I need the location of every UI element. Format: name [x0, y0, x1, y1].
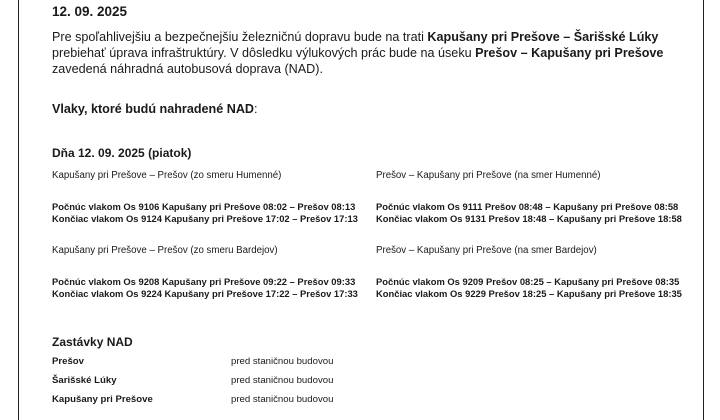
day-heading: Dňa 12. 09. 2025 (piatok)	[52, 146, 192, 160]
stop-name: Prešov	[52, 356, 84, 367]
last-train: Končiac vlakom Os 9229 Prešov 18:25 – Kapušany pri Prešove 18:35	[376, 288, 682, 299]
intro-line-1: Pre spoľahlivejšiu a bezpečnejšiu železničnú dopravu bude na trati Kapušany pri Prešove – Šarišské Lúky	[52, 30, 659, 44]
notice-date: 12. 09. 2025	[52, 4, 128, 19]
replaced-trains-heading: Vlaky, ktoré budú nahradené NAD:	[52, 102, 258, 116]
direction-label: Prešov – Kapušany pri Prešove (na smer Bardejov)	[376, 245, 597, 256]
direction-label: Kapušany pri Prešove – Prešov (zo smeru Bardejov)	[52, 245, 278, 256]
stop-location: pred staničnou budovou	[231, 375, 334, 386]
train-range	[376, 201, 682, 225]
first-train: Počnúc vlakom Os 9111 Prešov 08:48 – Kapušany pri Prešove 08:58	[376, 201, 679, 212]
last-train: Končiac vlakom Os 9224 Kapušany pri Prešove 17:22 – Prešov 17:33	[52, 288, 358, 299]
first-train: Počnúc vlakom Os 9106 Kapušany pri Prešove 08:02 – Prešov 08:13	[52, 201, 356, 212]
last-train: Končiac vlakom Os 9131 Prešov 18:48 – Kapušany pri Prešove 18:58	[376, 213, 682, 224]
intro-line-2: prebiehať úprava infraštruktúry. V dôsledku výlukových prác bude na úseku Prešov – Kapušany pri Prešove	[52, 46, 664, 60]
stop-name: Šarišské Lúky	[52, 375, 117, 386]
first-train: Počnúc vlakom Os 9208 Kapušany pri Prešove 09:22 – Prešov 09:33	[52, 276, 356, 287]
intro-line-3: zavedená náhradná autobusová doprava (NAD).	[52, 62, 323, 76]
stop-name: Kapušany pri Prešove	[52, 394, 153, 405]
stop-location: pred staničnou budovou	[231, 356, 334, 367]
direction-label: Kapušany pri Prešove – Prešov (zo smeru Humenné)	[52, 170, 282, 181]
stop-location: pred staničnou budovou	[231, 394, 334, 405]
last-train: Končiac vlakom Os 9124 Kapušany pri Prešove 17:02 – Prešov 17:13	[52, 213, 358, 224]
affected-section: Prešov – Kapušany pri Prešove	[475, 46, 664, 60]
left-border-line	[18, 0, 19, 420]
intro-paragraph	[52, 29, 663, 77]
train-range	[52, 276, 358, 300]
direction-label: Prešov – Kapušany pri Prešove (na smer Humenné)	[376, 170, 601, 181]
first-train: Počnúc vlakom Os 9209 Prešov 08:25 – Kapušany pri Prešove 08:35	[376, 276, 680, 287]
train-range	[52, 201, 358, 225]
train-range	[376, 276, 682, 300]
stops-heading: Zastávky NAD	[52, 335, 133, 349]
line-segment-kapusany-sarisske-luky: Kapušany pri Prešove – Šarišské Lúky	[427, 30, 659, 44]
right-border-line	[703, 0, 704, 420]
